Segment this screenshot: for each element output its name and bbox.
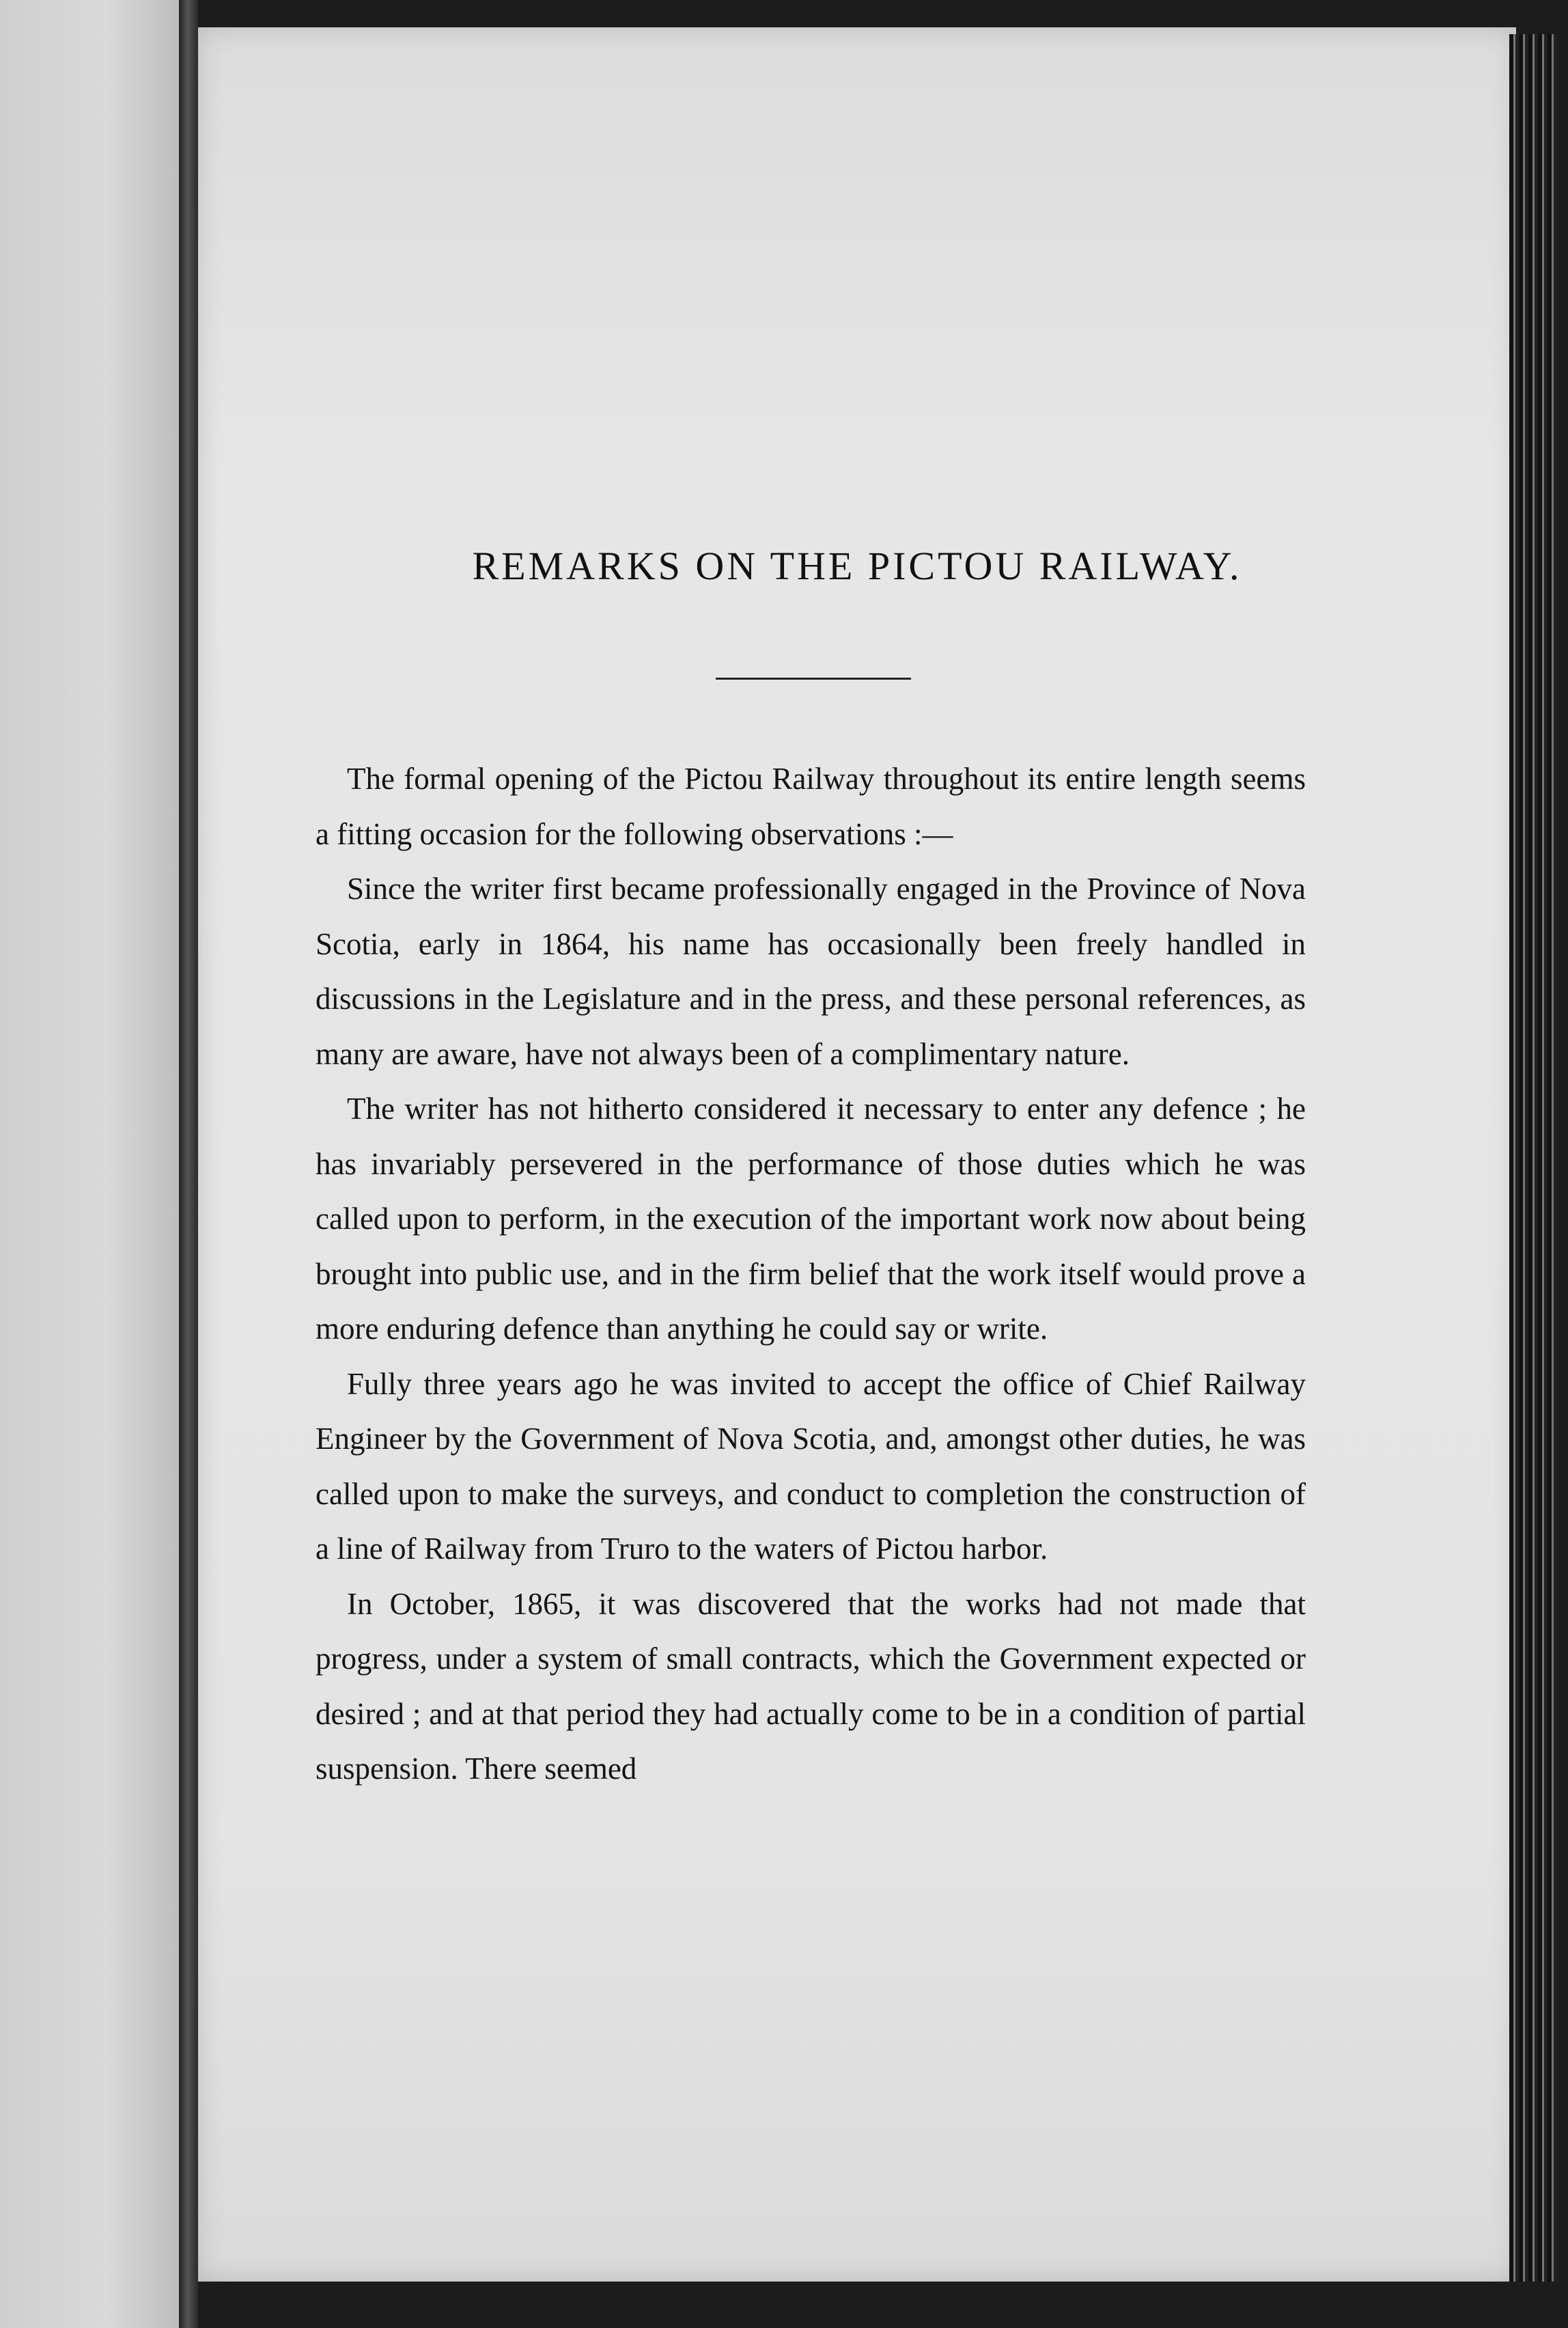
page-stack-edges bbox=[1509, 34, 1557, 2282]
paragraph-1: The formal opening of the Pictou Railway throughout its entire length seems a fitting occasion for the following observations :— bbox=[316, 762, 1306, 851]
facing-page-edge bbox=[0, 0, 179, 2328]
page-title: REMARKS ON THE PICTOU RAILWAY. bbox=[472, 544, 1242, 588]
book-gutter bbox=[179, 0, 198, 2328]
paragraph-4: Fully three years ago he was invited to accept the office of Chief Railway Engineer by the Government of Nova Scotia, and, amongst other duties, he was called upon to make the surveys, and conduct to completion the construction of a line of Railway from Truro to the waters of Pictou harbor. bbox=[316, 1366, 1306, 1566]
paragraph-5: In October, 1865, it was discovered that the works had not made that progress, under a system of small contracts, which the Government expected or desired ; and at that period they had actually come to be in a condition of partial suspension. There seemed bbox=[316, 1586, 1306, 1786]
body-text bbox=[316, 751, 1306, 1797]
paragraph-2: Since the writer first became professionally engaged in the Province of Nova Scotia, early in 1864, his name has occasionally been freely handled in discussions in the Legislature and in the press, and these personal references, as many are aware, have not always been of a complimentary nature. bbox=[316, 872, 1306, 1071]
paragraph-3: The writer has not hitherto considered it necessary to enter any defence ; he has invariably persevered in the performance of those duties which he was called upon to perform, in the execution of the important work now about being brought into public use, and in the firm belief that the work itself would prove a more enduring defence than anything he could say or write. bbox=[316, 1092, 1306, 1346]
title-rule-divider bbox=[716, 678, 911, 680]
